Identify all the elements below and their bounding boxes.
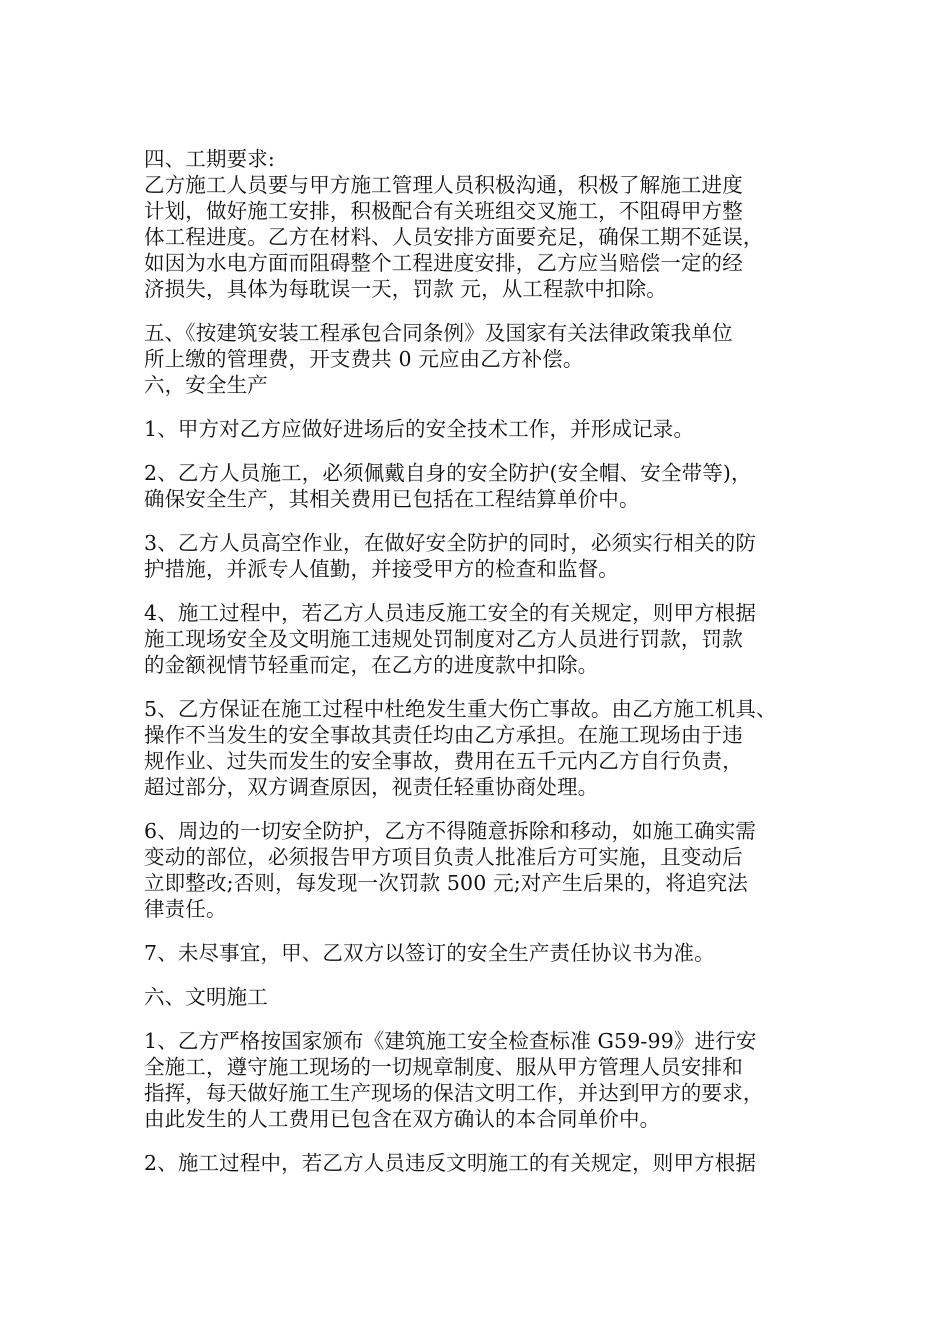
text-line: 由此发生的人工费用已包含在双方确认的本合同单价中。 <box>144 1107 661 1131</box>
text-line: 1、乙方严格按国家颁布《建筑施工安全检查标准 G59-99》进行安 <box>144 1029 757 1053</box>
text-line: 立即整改;否则，每发现一次罚款 500 元;对产生后果的，将追究法 <box>144 871 748 895</box>
paragraph-gap <box>144 966 824 984</box>
paragraph-gap <box>144 302 824 320</box>
text-line: 2、施工过程中，若乙方人员违反文明施工的有关规定，则甲方根据 <box>144 1151 757 1175</box>
text-line: 指挥，每天做好施工生产现场的保洁文明工作，并达到甲方的要求， <box>144 1081 764 1105</box>
paragraph-gap <box>144 800 824 818</box>
section-heading: 四、工期要求: <box>144 147 275 171</box>
text-line: 全施工，遵守施工现场的一切规章制度、服从甲方管理人员安排和 <box>144 1055 743 1079</box>
text-line: 超过部分，双方调查原因，视责任轻重协商处理。 <box>144 775 599 799</box>
paragraph-gap <box>144 1010 824 1028</box>
text-line: 乙方施工人员要与甲方施工管理人员积极沟通，积极了解施工进度 <box>144 173 743 197</box>
safety-item-3 <box>144 530 824 582</box>
text-line: 2、乙方人员施工，必须佩戴自身的安全防护(安全帽、安全带等)， <box>144 461 752 485</box>
safety-item-5 <box>144 696 824 800</box>
text-line: 规作业、过失而发生的安全事故，费用在五千元内乙方自行负责， <box>144 749 743 773</box>
safety-item-6 <box>144 818 824 922</box>
text-line: 1、甲方对乙方应做好进场后的安全技术工作，并形成记录。 <box>144 417 695 441</box>
section-heading: 六、文明施工 <box>144 985 268 1009</box>
text-line: 变动的部位，必须报告甲方项目负责人批准后方可实施，且变动后 <box>144 845 743 869</box>
section-civilized-construction <box>144 984 824 1010</box>
text-line: 确保安全生产，其相关费用已包括在工程结算单价中。 <box>144 487 640 511</box>
section-schedule <box>144 146 824 302</box>
text-line: 的金额视情节轻重而定，在乙方的进度款中扣除。 <box>144 653 599 677</box>
civilized-item-2 <box>144 1150 824 1176</box>
text-line: 如因为水电方面而阻碍整个工程进度安排，乙方应当赔偿一定的经 <box>144 251 743 275</box>
paragraph-gap <box>144 1132 824 1150</box>
paragraph-gap <box>144 582 824 600</box>
paragraph-gap <box>144 398 824 416</box>
text-line: 施工现场安全及文明施工违规处罚制度对乙方人员进行罚款，罚款 <box>144 627 743 651</box>
text-line: 计划，做好施工安排，积极配合有关班组交叉施工，不阻碍甲方整 <box>144 199 743 223</box>
safety-item-7 <box>144 940 824 966</box>
text-line: 济损失，具体为每耽误一天，罚款 元，从工程款中扣除。 <box>144 277 667 301</box>
paragraph-gap <box>144 442 824 460</box>
text-line: 5、乙方保证在施工过程中杜绝发生重大伤亡事故。由乙方施工机具、 <box>144 697 777 721</box>
section-heading: 六，安全生产 <box>144 373 268 397</box>
text-line: 7、未尽事宜，甲、乙双方以签订的安全生产责任协议书为准。 <box>144 941 715 965</box>
paragraph-gap <box>144 678 824 696</box>
text-line: 护措施，并派专人值勤，并接受甲方的检查和监督。 <box>144 557 619 581</box>
text-line: 3、乙方人员高空作业，在做好安全防护的同时，必须实行相关的防 <box>144 531 757 555</box>
text-line: 体工程进度。乙方在材料、人员安排方面要充足，确保工期不延误， <box>144 225 764 249</box>
civilized-item-1 <box>144 1028 824 1132</box>
text-line: 4、施工过程中，若乙方人员违反施工安全的有关规定，则甲方根据 <box>144 601 757 625</box>
text-line: 操作不当发生的安全事故其责任均由乙方承担。在施工现场由于违 <box>144 723 743 747</box>
document-body <box>144 146 824 1176</box>
text-line: 律责任。 <box>144 897 227 921</box>
text-line: 6、周边的一切安全防护，乙方不得随意拆除和移动，如施工确实需 <box>144 819 757 843</box>
text-line: 所上缴的管理费，开支费共 0 元应由乙方补偿。 <box>144 347 584 371</box>
paragraph-gap <box>144 922 824 940</box>
safety-item-1 <box>144 416 824 442</box>
section-management-fee <box>144 320 824 398</box>
text-line: 五、《按建筑安装工程承包合同条例》及国家有关法律政策我单位 <box>144 321 733 345</box>
safety-item-2 <box>144 460 824 512</box>
paragraph-gap <box>144 512 824 530</box>
safety-item-4 <box>144 600 824 678</box>
